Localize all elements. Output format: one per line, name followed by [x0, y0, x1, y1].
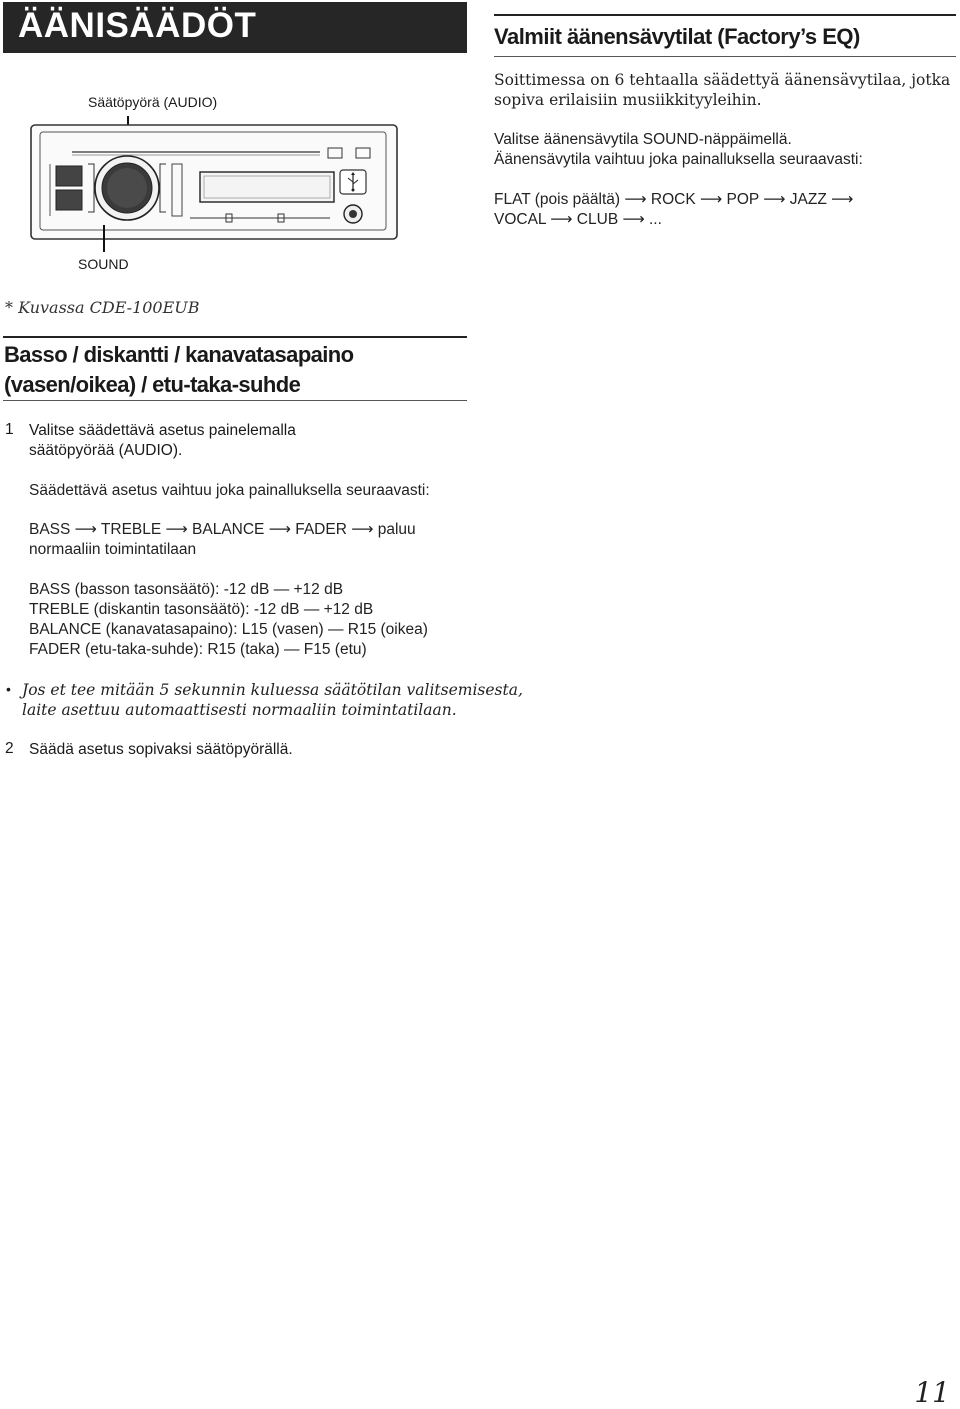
step-1-line-1: Valitse säädettävä asetus painelemalla: [29, 422, 296, 439]
right-heading-top-rule: [494, 14, 956, 16]
note-line-1: Jos et tee mitään 5 sekunnin kuluessa säätötilan valitsemisesta,: [22, 681, 523, 699]
factory-eq-heading: Valmiit äänensävytilat (Factory’s EQ): [494, 24, 860, 49]
section-bottom-rule: [3, 400, 467, 401]
range-fader: FADER (etu-taka-suhde): R15 (taka) — F15 (etu): [29, 641, 367, 658]
eq-sequence-line-1: FLAT (pois päältä) ⟶ ROCK ⟶ POP ⟶ JAZZ ⟶: [494, 191, 854, 208]
range-balance: BALANCE (kanavatasapaino): L15 (vasen) — R15 (oikea): [29, 621, 428, 638]
eq-intro-line-2: sopiva erilaisiin musiikkityyleihin.: [494, 91, 762, 109]
eq-intro-line-1: Soittimessa on 6 tehtaalla säädettyä äänensävytilaa, jotka: [494, 71, 951, 89]
knob-callout-label: Säätöpyörä (AUDIO): [88, 94, 218, 110]
step-2-number: 2: [5, 740, 14, 757]
step-1-line-2: säätöpyörää (AUDIO).: [29, 442, 183, 459]
range-treble: TREBLE (diskantin tasonsäätö): -12 dB — +12 dB: [29, 601, 374, 618]
eq-instruction-line-2: Äänensävytila vaihtuu joka painalluksella seuraavasti:: [494, 151, 863, 168]
step-1-number: 1: [5, 421, 14, 438]
page-title: ÄÄNISÄÄDÖT: [18, 6, 257, 45]
right-heading-bottom-rule: [494, 56, 956, 57]
cycle-intro: Säädettävä asetus vaihtuu joka painalluksella seuraavasti:: [29, 482, 430, 499]
eq-instruction-line-1: Valitse äänensävytila SOUND-näppäimellä.: [494, 131, 792, 148]
sound-button-label: SOUND: [78, 256, 129, 272]
page-number: 11: [914, 1376, 950, 1409]
cycle-line-1: BASS ⟶ TREBLE ⟶ BALANCE ⟶ FADER ⟶ paluu: [29, 521, 416, 538]
note-line-2: laite asettuu automaattisesti normaaliin toimintatilaan.: [22, 701, 457, 719]
section-heading-line-1: Basso / diskantti / kanavatasapaino: [4, 342, 354, 367]
radio-illustration: [30, 124, 400, 242]
section-top-rule: [3, 336, 467, 338]
section-heading-line-2: (vasen/oikea) / etu-taka-suhde: [4, 372, 301, 397]
eq-sequence-line-2: VOCAL ⟶ CLUB ⟶ ...: [494, 211, 662, 228]
sound-leader-line: [103, 225, 105, 252]
range-bass: BASS (basson tasonsäätö): -12 dB — +12 dB: [29, 581, 344, 598]
figure-caption: * Kuvassa CDE-100EUB: [5, 298, 200, 317]
step-2-text: Säädä asetus sopivaksi säätöpyörällä.: [29, 741, 293, 758]
cycle-line-2: normaaliin toimintatilaan: [29, 541, 197, 558]
note-bullet: •: [6, 681, 11, 697]
